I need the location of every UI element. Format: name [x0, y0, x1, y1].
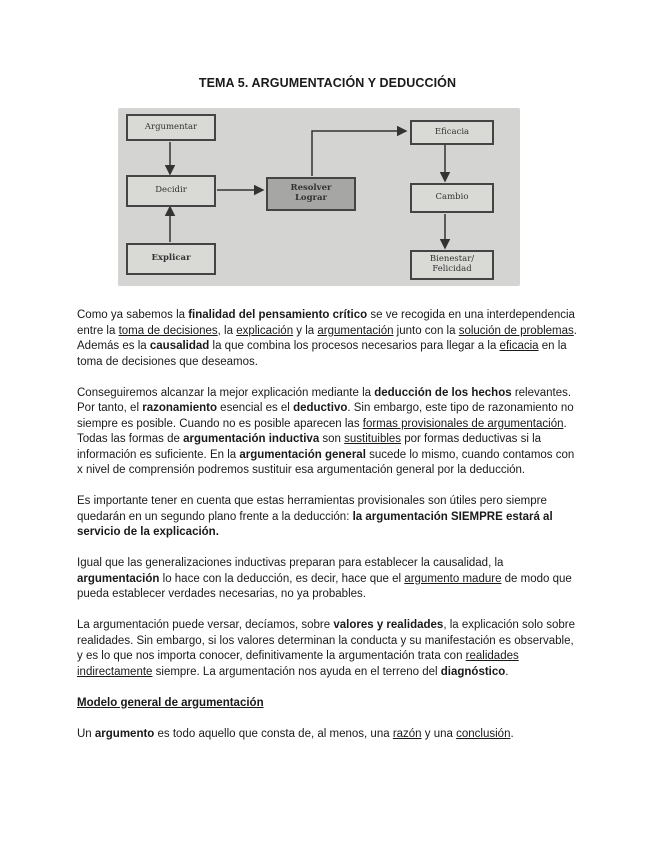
text-run: . Además es la [77, 324, 577, 352]
text-run: esencial es el [216, 402, 294, 414]
node-eficacia: Eficacia [410, 120, 494, 145]
text-run: lo hace con la deducción, es decir, hace que el [159, 572, 405, 585]
section-heading [77, 696, 577, 712]
text-run: Modelo general de argumentación [77, 696, 264, 709]
text-run: Como ya sabemos la [77, 309, 189, 321]
text-run: deductivo [293, 402, 348, 414]
text-run: argumentación [77, 572, 160, 585]
text-run: deducción de los hechos [374, 386, 512, 399]
text-run: La argumentación puede versar, decíamos, sobre [77, 619, 334, 631]
text-run: relevantes. [511, 386, 572, 399]
text-run: . [563, 417, 567, 430]
text-run: Un [77, 727, 95, 740]
text-run: argumentación [317, 324, 394, 337]
paragraph [77, 727, 577, 743]
node-resolver-lograr: Resolver Lograr [266, 177, 356, 211]
text-run: eficacia [499, 340, 539, 352]
text-run: sustituibles [344, 433, 402, 445]
text-run: . Sin embargo, este tipo de razonamiento no siempre es posible. Cuando no es posible aparecen las [77, 402, 574, 430]
paragraph [77, 618, 577, 680]
text-run: y una [421, 727, 457, 740]
text-run: razonamiento [142, 402, 217, 414]
paragraph [77, 494, 577, 541]
text-run: Es importante tener en cuenta que estas herramientas provisionales son útiles pero siempre quedarán en un segundo plano frente a la deducción: [77, 495, 547, 523]
text-run: la argumentación SIEMPRE estará al servicio de la explicación. [77, 510, 553, 538]
node-bienestar-felicidad: Bienestar/ Felicidad [410, 250, 494, 280]
text-run: finalidad del pensamiento crítico [188, 309, 368, 321]
node-decidir: Decidir [126, 175, 216, 207]
text-run: argumentación inductiva [183, 433, 320, 445]
node-argumentar: Argumentar [126, 114, 216, 141]
text-run: causalidad [149, 340, 210, 352]
text-run: razón [392, 727, 422, 740]
text-run: , la [217, 324, 237, 337]
text-run: formas provisionales de argumentación [362, 417, 564, 430]
text-run: se ve recogida en una interdependencia entre la [77, 309, 575, 337]
text-run: sucede lo mismo, cuando contamos con x nivel de comprensión podremos sustituir esa argumentación general por la deducción. [77, 448, 575, 476]
text-run: y la [293, 324, 318, 337]
argumentation-flow-diagram [118, 108, 520, 286]
arrow-resolver-eficacia [312, 131, 406, 176]
text-run: por formas deductivas si la información es suficiente. En la [77, 433, 542, 461]
text-run: Conseguiremos alcanzar la mejor explicación mediante la [77, 386, 375, 399]
text-run: toma de decisiones [118, 324, 218, 337]
text-run: es todo aquello que consta de, al menos, una [154, 727, 393, 740]
text-run: siempre. La argumentación nos ayuda en el terreno del [152, 665, 441, 678]
page-title: TEMA 5. ARGUMENTACIÓN Y DEDUCCIÓN [198, 76, 457, 90]
text-run: . [510, 727, 514, 740]
text-run: argumento [94, 727, 155, 740]
node-explicar: Explicar [126, 243, 216, 275]
paragraph [77, 386, 577, 479]
text-run: argumento madure [404, 572, 502, 585]
paragraph [77, 556, 577, 603]
text-run: en la toma de decisiones que deseamos. [77, 340, 567, 368]
text-run: junto con la [393, 324, 459, 337]
text-run: valores y realidades [333, 619, 444, 631]
text-run: realidades indirectamente [77, 650, 519, 678]
text-run: , la explicación solo sobre realidades. Sin embargo, si los valores determinan la conducta y su manifestación es observable, y es lo que nos importa conocer, definitivamente la argumentación trata con [77, 619, 576, 662]
text-run: solución de problemas [458, 324, 574, 337]
text-run: son [319, 433, 345, 445]
text-run: de modo que pueda establecer verdades necesarias, no ya probables. [77, 572, 572, 600]
text-run: argumentación general [239, 448, 366, 461]
body-text [77, 308, 577, 758]
text-run: . [505, 665, 509, 678]
paragraph [77, 308, 577, 370]
node-cambio: Cambio [410, 183, 494, 213]
text-run: conclusión [456, 727, 511, 740]
text-run: explicación [236, 324, 294, 337]
text-run: Por tanto, el [77, 402, 143, 414]
text-run: la que combina los procesos necesarios para llegar a la [209, 340, 500, 352]
text-run: Todas las formas de [77, 433, 184, 445]
text-run: diagnóstico [440, 665, 506, 678]
text-run: Igual que las generalizaciones inductivas preparan para establecer la causalidad, la [77, 557, 504, 569]
